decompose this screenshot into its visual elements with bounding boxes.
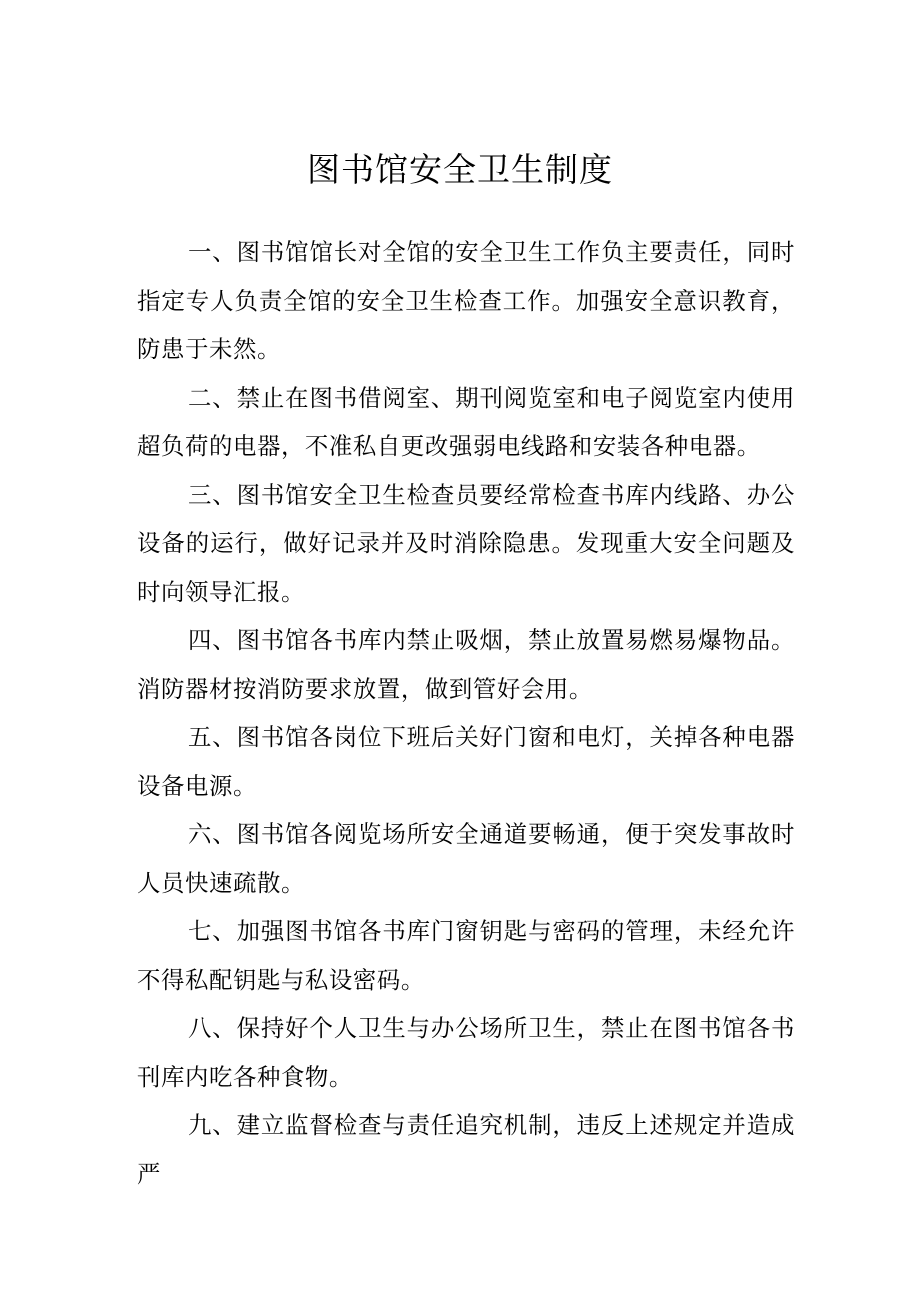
document-title: 图书馆安全卫生制度 — [307, 150, 613, 189]
paragraph-9: 九、建立监督检查与责任追究机制，违反上述规定并造成严 — [137, 1111, 795, 1188]
paragraph-2: 二、禁止在图书借阅室、期刊阅览室和电子阅览室内使用超负荷的电器，不准私自更改强弱电线路和安装各种电器。 — [137, 383, 795, 460]
paragraph-4: 四、图书馆各书库内禁止吸烟，禁止放置易燃易爆物品。消防器材按消防要求放置，做到管好会用。 — [137, 626, 795, 703]
document-body — [137, 228, 795, 1198]
paragraph-1: 一、图书馆馆长对全馆的安全卫生工作负主要责任，同时指定专人负责全馆的安全卫生检查工作。加强安全意识教育，防患于未然。 — [137, 238, 795, 363]
paragraph-7: 七、加强图书馆各书库门窗钥匙与密码的管理，未经允许不得私配钥匙与私设密码。 — [137, 917, 795, 994]
paragraph-3: 三、图书馆安全卫生检查员要经常检查书库内线路、办公设备的运行，做好记录并及时消除隐患。发现重大安全问题及时向领导汇报。 — [137, 480, 795, 606]
paragraph-6: 六、图书馆各阅览场所安全通道要畅通，便于突发事故时人员快速疏散。 — [137, 820, 795, 897]
paragraph-8: 八、保持好个人卫生与办公场所卫生，禁止在图书馆各书刊库内吃各种食物。 — [137, 1014, 795, 1091]
paragraph-5: 五、图书馆各岗位下班后关好门窗和电灯，关掉各种电器设备电源。 — [137, 723, 795, 800]
